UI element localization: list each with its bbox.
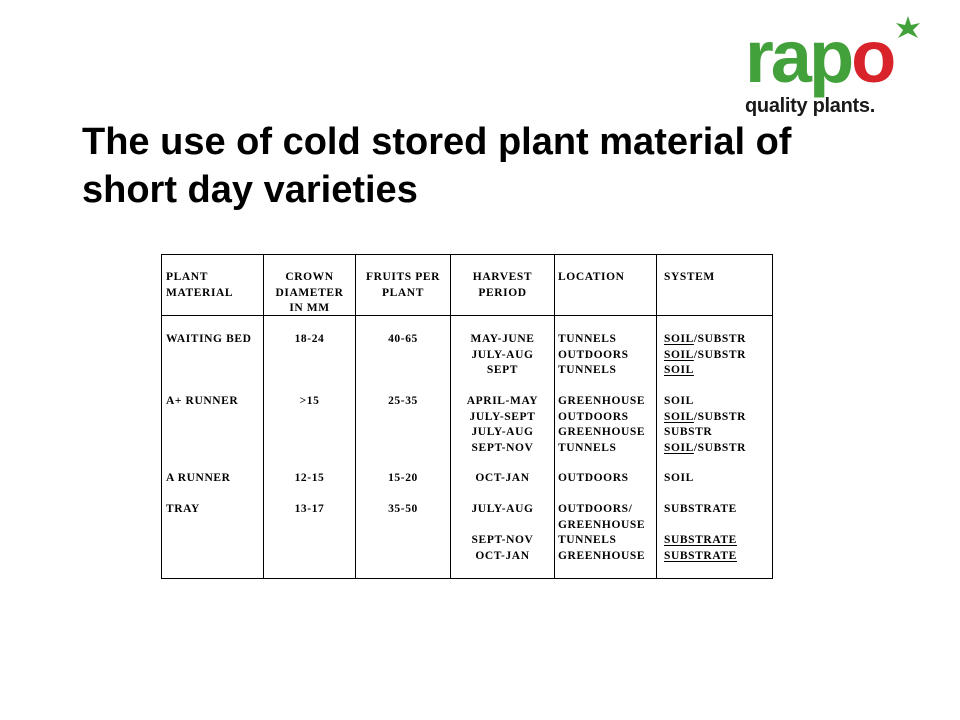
- cell-system: [664, 549, 770, 565]
- system-text-part: /SUBSTR: [693, 333, 747, 345]
- column-header-crown: IN MM: [289, 302, 330, 314]
- logo-word-end: o: [851, 15, 894, 98]
- cell-harvest-period: OCT-JAN: [475, 549, 530, 562]
- title-line-1: The use of cold stored plant material of: [82, 121, 792, 163]
- cell-fruits-per-plant: 25-35: [388, 395, 418, 407]
- cell-harvest-period: SEPT-NOV: [471, 534, 534, 546]
- title-line-2: short day varieties: [82, 169, 418, 211]
- cell-harvest-period: JULY-SEPT: [469, 410, 536, 423]
- system-underlined-part: SOIL: [664, 441, 694, 454]
- cell-system: [664, 332, 770, 348]
- system-underlined-part: SOIL: [664, 348, 694, 361]
- cell-location: TUNNELS: [558, 333, 617, 345]
- table-divider: [656, 255, 657, 578]
- column-header-fruits: PLANT: [382, 286, 424, 299]
- cell-plant-material: WAITING BED: [166, 333, 252, 345]
- cell-harvest-period: OCT-JAN: [475, 472, 530, 484]
- cell-harvest-period: JULY-AUG: [471, 503, 534, 515]
- slide-title: [82, 118, 902, 214]
- cell-system: [664, 533, 770, 549]
- cell-crown-diameter: 13-17: [294, 503, 325, 515]
- system-underlined-part: SOIL: [664, 410, 694, 423]
- system-text-part: SUBSTR: [664, 426, 713, 438]
- header-divider: [162, 315, 772, 316]
- cell-system: [664, 394, 770, 410]
- cell-system: [664, 441, 770, 457]
- tomato-leaf-icon: [893, 14, 923, 44]
- system-underlined-part: SOIL: [664, 364, 694, 376]
- column-header-crown: CROWN: [285, 271, 334, 283]
- system-text-part: SUBSTRATE: [664, 503, 737, 515]
- cell-harvest-period: JULY-AUG: [471, 426, 534, 438]
- column-header-fruits: FRUITS PER: [365, 271, 441, 283]
- cell-system: [664, 502, 770, 518]
- system-underlined-part: SUBSTRATE: [664, 534, 737, 546]
- column-header-crown: DIAMETER: [275, 286, 344, 299]
- rapo-logo: [745, 14, 945, 124]
- column-header-harvest: PERIOD: [478, 286, 527, 299]
- system-underlined-part: SUBSTRATE: [664, 549, 737, 562]
- table-divider: [355, 255, 356, 578]
- cell-harvest-period: MAY-JUNE: [470, 333, 535, 345]
- plant-material-table: [161, 254, 773, 579]
- system-text-part: /SUBSTR: [693, 410, 747, 423]
- column-header-location: LOCATION: [558, 271, 625, 283]
- cell-system: [664, 425, 770, 441]
- cell-harvest-period: SEPT-NOV: [471, 441, 534, 454]
- cell-location: GREENHOUSE: [558, 518, 646, 531]
- cell-plant-material: TRAY: [166, 503, 200, 515]
- column-header-system: SYSTEM: [664, 271, 715, 283]
- cell-system: [664, 410, 770, 426]
- cell-system: [664, 348, 770, 364]
- logo-word-start: rap: [745, 15, 852, 98]
- logo-wordmark: [745, 15, 894, 98]
- cell-location: OUTDOORS/: [558, 503, 633, 515]
- system-text-part: SOIL: [664, 472, 694, 484]
- cell-location: TUNNELS: [558, 364, 617, 376]
- cell-location: GREENHOUSE: [558, 549, 646, 562]
- cell-system: [664, 363, 770, 379]
- table-divider: [554, 255, 555, 578]
- cell-system: [664, 471, 770, 487]
- cell-location: OUTDOORS: [558, 410, 629, 423]
- system-text-part: /SUBSTR: [693, 441, 747, 454]
- cell-location: GREENHOUSE: [558, 426, 646, 438]
- column-header-plant: MATERIAL: [166, 286, 234, 299]
- cell-plant-material: A RUNNER: [166, 472, 231, 484]
- cell-plant-material: A+ RUNNER: [166, 395, 239, 407]
- cell-location: TUNNELS: [558, 534, 617, 546]
- cell-location: OUTDOORS: [558, 348, 629, 361]
- cell-fruits-per-plant: 40-65: [388, 333, 418, 345]
- cell-fruits-per-plant: 15-20: [388, 472, 418, 484]
- cell-crown-diameter: >15: [299, 395, 320, 407]
- system-text-part: /SUBSTR: [693, 348, 747, 361]
- cell-location: GREENHOUSE: [558, 395, 646, 407]
- logo-tagline: quality plants.: [745, 95, 875, 117]
- cell-crown-diameter: 12-15: [294, 472, 325, 484]
- cell-location: OUTDOORS: [558, 472, 629, 484]
- column-header-harvest: HARVEST: [472, 271, 533, 283]
- cell-harvest-period: SEPT: [486, 364, 519, 376]
- system-text-part: SOIL: [664, 395, 694, 407]
- cell-location: TUNNELS: [558, 441, 617, 454]
- cell-harvest-period: APRIL-MAY: [466, 395, 539, 407]
- column-header-plant: PLANT: [166, 271, 208, 283]
- cell-harvest-period: JULY-AUG: [471, 348, 534, 361]
- system-underlined-part: SOIL: [664, 333, 694, 345]
- cell-crown-diameter: 18-24: [294, 333, 325, 345]
- cell-fruits-per-plant: 35-50: [388, 503, 418, 515]
